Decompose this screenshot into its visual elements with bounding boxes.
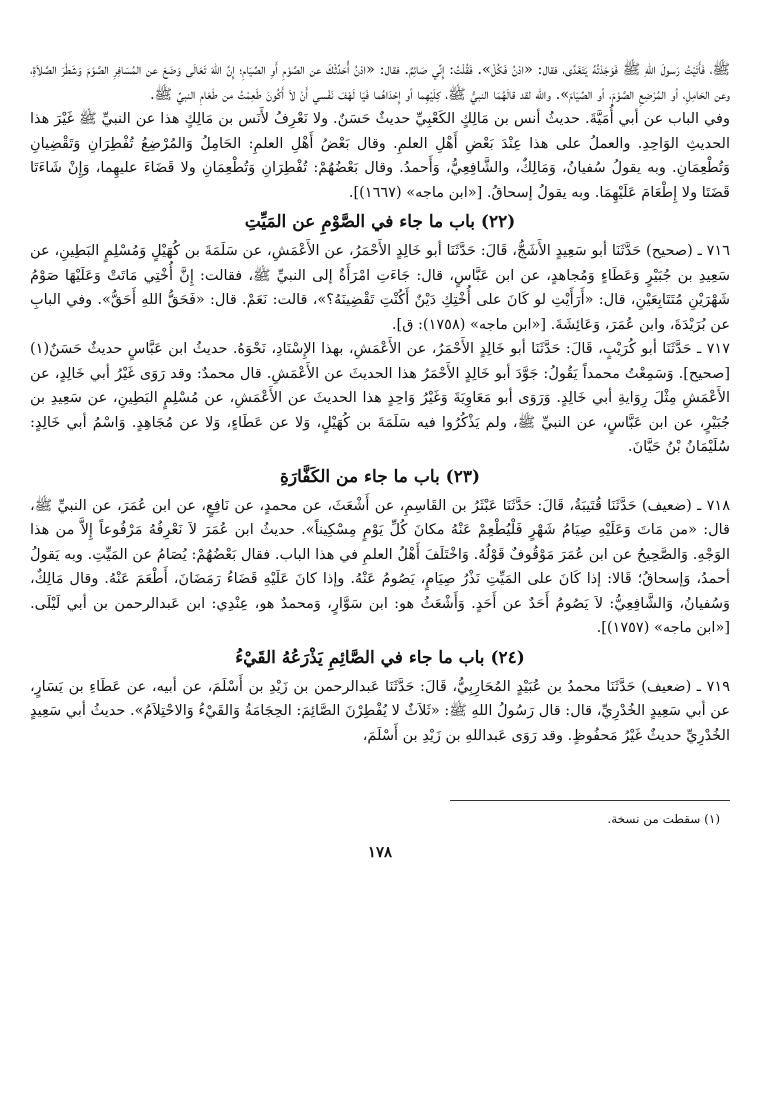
document-page [30, 58, 730, 1078]
footnote-divider [450, 800, 730, 801]
hadith-716: ٧١٦ ـ (صحيح) حَدَّثَنَا أبو سَعِيدٍ الأَشَجُّ، قَالَ: حَدَّثَنَا أبو خَالِدٍ الأَحْمَرُ، عن الأَعْمَشِ، عن سَلَمَةَ بن كُهَيْلٍ وَمُسْلِمٍ البَطِينِ، عن سَعِيدِ بن جُبَيْرٍ وَعَطَاءٍ وَمُجاهدٍ، عن ابن عَبَّاسٍ، قال: جَاءَتِ امْرَأَةٌ إلى النبيِّ ﷺ، فقالت: إِنَّ أُخْتِي مَاتَتْ وَعَلَيْهَا صَوْمُ شَهْرَيْنِ مُتَتَابِعَيْنِ، قال: «أَرَأَيْتِ لو كَانَ على أُخْتِكِ دَيْنٌ أَكُنْتِ تَقْضِينَهُ؟»، قالت: نَعَمْ. قال: «فَحَقُّ اللهِ أَحَقُّ». وفي البابِ عن بُرَيْدَةَ، وابن عُمَرَ، وَعَائِشَةَ. [«ابن ماجه» (١٧٥٨): ق]. [30, 243, 730, 333]
chapter-heading-23: (٢٣) باب ما جاء من الكَفَّارَةِ [279, 466, 481, 487]
hadith-717: ٧١٧ ـ حَدَّثَنَا أبو كُرَيْبٍ، قَالَ: حَدَّثَنَا أبو خَالِدٍ الأَحْمَرُ، عن الأَعْمَشِ، بهذا الإِسْنَادِ، نَحْوَهُ. حديثُ ابن عَبَّاسٍ حديثٌ حَسَنٌ(١) [صحيح]. وَسَمِعْتُ محمداً يَقُولُ: جَوَّدَ أبو خَالِدٍ الأَحْمَرُ هذا الحديثَ عن الأَعْمَشِ. قال محمدٌ: وقد رَوَى غَيْرُ أبي خَالِدٍ، عن الأَعْمَشِ مِثْلَ رِوَايةِ أبي خَالِدٍ. وَرَوَى أبو مَعَاوِيَةَ وَغَيْرُ وَاحِدٍ هذا الحديثَ عن الأَعْمَشِ، عن مُسْلِمٍ البَطِينِ، عن سَعِيدِ بن جُبَيْرٍ، عن ابن عَبَّاسٍ، عن النبيِّ ﷺ، ولم يَذْكُرُوا فيه سَلَمَةَ بن كُهَيْلٍ، وَلا عن عَطَاءٍ، وَلا عن مُجَاهِدٍ. وَاسْمُ أبي خَالِدٍ: سُلَيْمَانُ بْنُ حَيَّانَ. [30, 341, 730, 455]
hadith-719: ٧١٩ ـ (ضعيف) حَدَّثَنَا محمدُ بن عُبَيْدٍ المُحَارِبِيُّ، قَالَ: حَدَّثَنَا عَبدالرحمن بن زَيْدِ بن أَسْلَمَ، عن أبيه، عن عَطَاءِ بن يَسَارٍ، عن أبي سَعِيدٍ الخُدْرِيِّ، قال: قال رَسُولُ اللهِ ﷺ: «ثَلاَثٌ لا يُفْطِرْنَ الصَّائِمَ: الحِجَامَةُ وَالقَيْءُ وَالاحْتِلاَمُ». حديثُ أبي سَعِيدٍ الخُدْرِيِّ حديثٌ غَيْرُ مَحفُوظٍ. وقد رَوَى عَبداللهِ بن زَيْدِ بن أَسْلَمَ، [30, 678, 730, 744]
page-number: ١٧٨ [367, 843, 393, 861]
chapter-heading-22: (٢٢) باب ما جاء في الصَّوْمِ عن المَيِّتِ [244, 212, 516, 232]
chapter-heading-24: (٢٤) باب ما جاء في الصَّائِمِ يَذْرَعُهُ القَيْءُ [235, 647, 525, 668]
hadith-718: ٧١٨ ـ (ضعيف) حَدَّثَنَا قُتَيبَةُ، قَالَ: حَدَّثَنَا عَبْثَرُ بن القَاسِمِ، عن أَشْعَثَ، عن محمدٍ، عن نَافِعٍ، عن ابن عُمَرَ، عن النبيِّ ﷺ، قال: «من مَاتَ وَعَلَيْهِ صِيَامُ شَهْرٍ فَلْيُطْعِمْ عَنْهُ مكانَ كُلِّ يَوْمٍ مِسْكِيناً». حديثُ ابن عُمَرَ لاَ نَعْرِفُهُ مَرْفُوعاً إِلاَّ من هذا الوَجْهِ. وَالصَّحِيحُ عن ابن عُمَرَ مَوْقُوفٌ قَوْلُهُ. وَاخْتَلَفَ أَهْلُ العلمِ في هذا الباب. فقال بَعْضُهُمْ: يُصَامُ عن المَيِّتِ. وبه يَقولُ أحمدُ، وَإسحاقُ؛ قَالا: إذا كَانَ على المَيِّتِ نَذْرُ صِيَامٍ، يَصُومُ عَنْهُ. وإذا كانَ عَلَيْهِ قَضَاءُ رَمَضَانَ، أَطْعَمَ عَنْهُ. وقال مَالِكٌ، وَسُفيانُ، وَالشَّافِعِيُّ: لاَ يَصُومُ أَحَدٌ عن أَحَدٍ. وَأَشْعَثُ هو: ابن سَوَّارٍ، وَمحمدٌ هو، عِنْدِي: ابن عَبدالرحمن بن أبي لَيْلَى. [«ابن ماجه» (١٧٥٧)]. [30, 497, 731, 636]
footnote-1: (١) سقطت من نسخة. [607, 812, 720, 826]
intro-paragraph-2: وفي الباب عن أبي أُمَيَّةَ. حديثُ أنس بن مَالِكٍ الكَعْبِيِّ حديثٌ حَسَنٌ. ولا نَعْرِفُ لأَنَس بن مَالِكٍ هذا عن النبيِّ ﷺ غَيْرَ هذا الحديثِ الوَاحِدِ. والعملُ على هذا عِنْدَ بَعْضِ أَهْلِ العلمِ. وقال بَعْضُ أَهْلِ العلمِ: الحَامِلُ وَالمُرْضِعُ تُفْطِرَانِ وَتَقْضِيانِ وَتُطْعِمَانِ. وبه يقولُ سُفيانُ، وَمَالِكٌ، والشَّافِعِيُّ، وَأَحمدُ. وقال بَعْضُهُمْ: تُفْطِرَانِ وَتُطْعِمَانِ ولا قَضَاءَ عليهِما، وَإِنْ شَاءَتَا قَضَتَا ولا إِطْعَامَ عَلَيْهِمَا. وبه يقولُ إسحاقُ. [«ابن ماجه» (١٦٦٧)]. [30, 111, 730, 201]
intro-paragraph-1: ﷺ، فَأَتَيْتُ رَسولَ اللهِ ﷺ فَوَجَدْتُهُ يَتَغَدَّى، فقال: «ادْنُ فَكُلْ». فَقُلْتُ: إِنِّي صَائِمٌ. فقال: «ادْنُ أُحَدِّثْكَ عن الصَّوْمِ أَوِ الصِّيَامِ؛ إِنَّ اللهَ تَعَالَى وَضَعَ عن المُسَافِرِ الصَّوْمَ وَشَطْرَ الصَّلاَةِ، وعن الحَامِلِ، أو المُرْضِعِ الصَّوْمَ، أو الصِّيَامَ». والله لقد قالَهُمَا النبيُّ ﷺ، كِلَيْهِما أو إِحْدَاهُما فَيَا لَهْفَ نَفْسي أَنْ لاَ أَكُونَ طَعِمْتُ من طَعَامِ النبيِّ ﷺ. [30, 62, 730, 103]
